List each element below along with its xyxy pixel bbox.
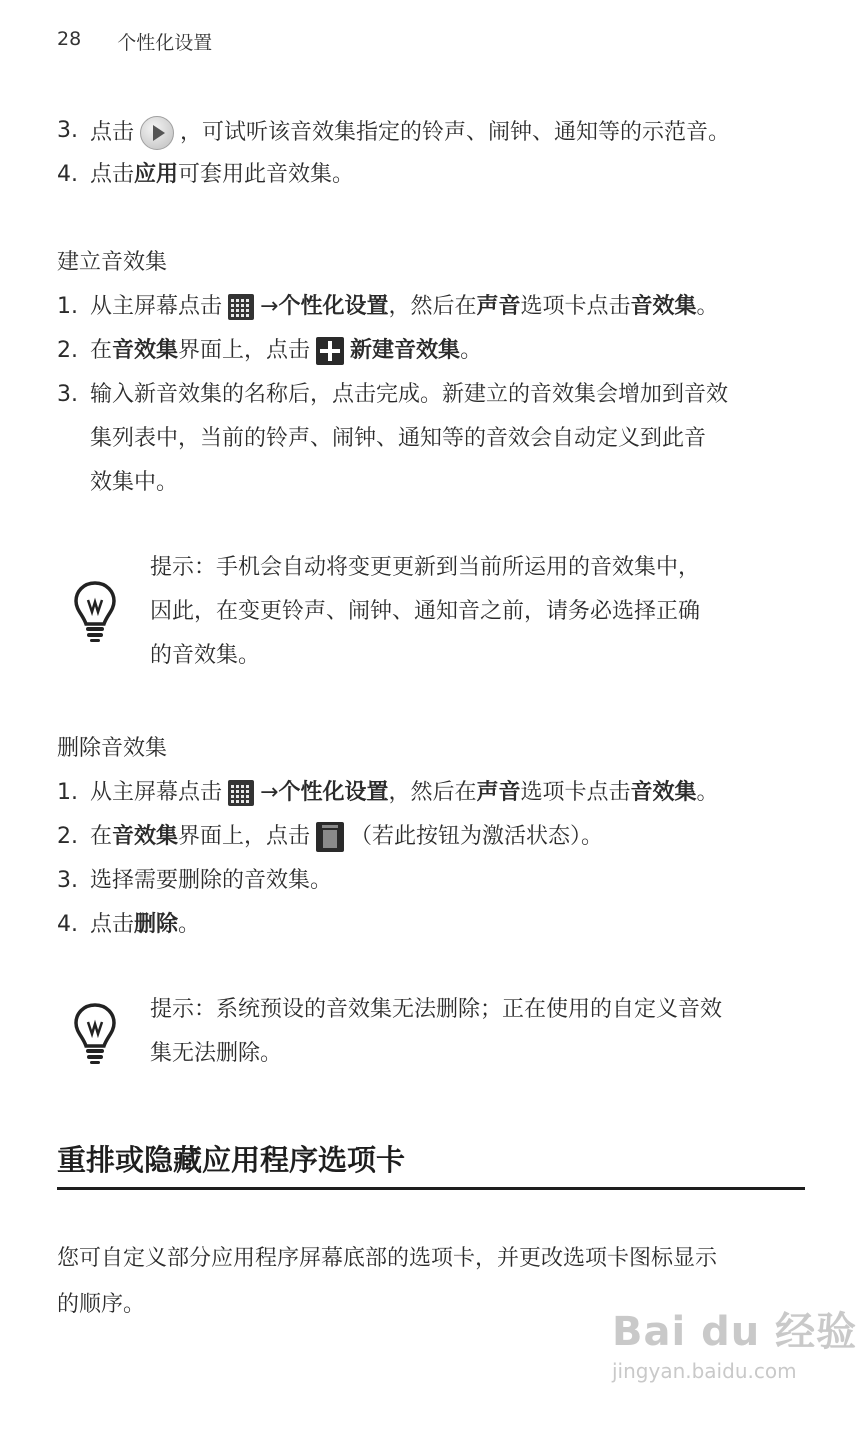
section-paragraph: 您可自定义部分应用程序屏幕底部的选项卡，并更改选项卡图标显示 的顺序。 [57,1246,718,1317]
tip-line: 提示：手机会自动将变更更新到当前所运用的音效集中， [150,555,701,580]
step-number: 2. [57,338,78,363]
page-number: 28 [57,28,82,50]
step-number: 4. [57,162,78,187]
play-icon [140,116,174,150]
step-number: 3. [57,118,78,143]
step-number: 4. [57,912,78,937]
create-section-title: 建立音效集 [57,250,168,275]
delete-step-2: 在 音效集 界面上，点击 （若此按钮为激活状态）。 [90,822,603,852]
lightbulb-icon [72,580,118,644]
intro-step-3: 点击 ，可试听该音效集指定的铃声、闹钟、通知等的示范音。 [90,116,730,150]
intro-step-4: 点击 应用 可套用此音效集。 [90,162,355,187]
delete-step-4: 点击 删除 。 [90,912,201,937]
baidu-watermark [612,1300,858,1383]
tip-line: 集无法删除。 [150,1041,283,1066]
section-title: 重排或隐藏应用程序选项卡 [57,1143,406,1177]
all-apps-grid-icon [228,294,254,320]
tip-box-1 [150,546,790,678]
step-number: 1. [57,780,78,805]
step-number: 2. [57,824,78,849]
plus-icon [316,337,344,365]
tip-line: 提示：系统预设的音效集无法删除；正在使用的自定义音效 [150,997,723,1022]
create-step-2: 在 音效集 界面上，点击 新建音效集 。 [90,338,483,363]
chapter-title: 个性化设置 [117,32,213,54]
step-number: 3. [57,382,78,407]
delete-section-title: 删除音效集 [57,736,168,761]
tip-line: 的音效集。 [150,643,261,668]
create-step-1: 从主屏幕点击 → 个性化设置 ，然后在 声音 选项卡点击 音效集 。 [90,294,719,319]
tip-line: 因此，在变更铃声、闹钟、通知音之前，请务必选择正确 [150,599,701,624]
trash-icon [316,822,344,852]
step-number: 1. [57,294,78,319]
tip-box-2 [150,988,790,1076]
delete-step-1: 从主屏幕点击 → 个性化设置 ，然后在 声音 选项卡点击 音效集 。 [90,780,719,805]
all-apps-grid-icon [228,780,254,806]
step-number: 3. [57,868,78,893]
lightbulb-icon [72,1002,118,1066]
delete-step-3: 选择需要删除的音效集。 [90,868,333,893]
create-step-3-line-1: 输入新音效集的名称后，点击完成。新建立的音效集会增加到音效 [90,382,729,407]
watermark-logo: Bai du 经验 [612,1309,858,1355]
page-header [57,28,212,55]
create-step-3-line-2: 集列表中，当前的铃声、闹钟、通知等的音效会自动定义到此音 [90,426,707,451]
create-step-3-line-3: 效集中。 [90,470,179,495]
section-divider [57,1187,805,1190]
watermark-url: jingyan.baidu.com [612,1359,797,1383]
